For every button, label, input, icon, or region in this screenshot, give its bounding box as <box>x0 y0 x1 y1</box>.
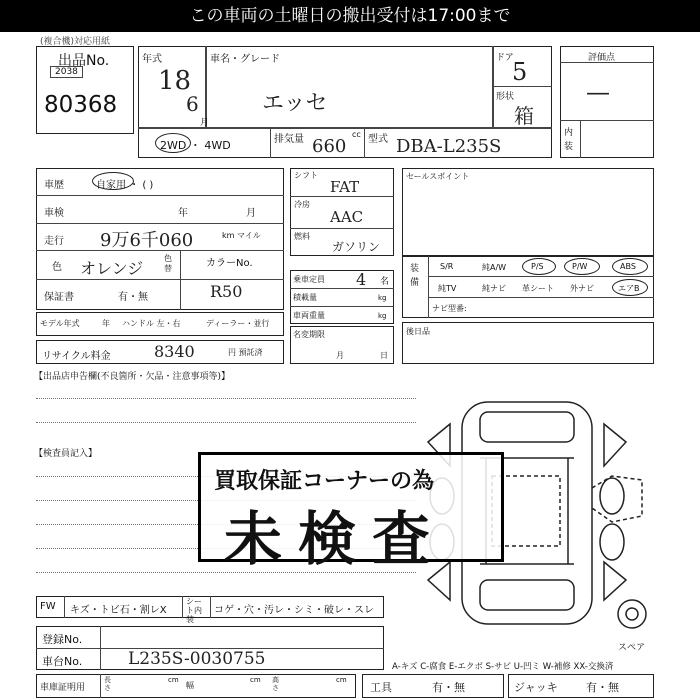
jack-label: ジャッキ <box>514 681 558 694</box>
sales-point-label: セールスポイント <box>406 172 470 181</box>
history-circle <box>92 172 134 190</box>
change-date-day: 日 <box>380 351 388 360</box>
weight-label: 車両重量 <box>293 311 325 320</box>
warranty-value: 有・無 <box>118 292 148 303</box>
doors-value: 5 <box>512 58 528 86</box>
inspection-label: 車検 <box>44 208 64 219</box>
recycle-unit: 円 預託済 <box>228 348 263 357</box>
capacity-unit: 名 <box>380 277 390 287</box>
equip-pw: P/W <box>572 262 588 271</box>
history-value: 自家用 ・ ( ) <box>96 180 154 191</box>
color-code-label: カラーNo. <box>206 258 253 269</box>
drive-circle <box>155 133 191 153</box>
back-date-label: 後日品 <box>406 327 430 336</box>
change-date-label: 名変期限 <box>293 330 325 339</box>
equip-leather: 革シート <box>522 284 554 293</box>
displacement-label: 排気量 <box>274 134 304 145</box>
weight-unit: kg <box>378 312 387 320</box>
tools-label: 工具 <box>370 681 392 694</box>
color-value: オレンジ <box>80 259 144 278</box>
garage-length-unit: cm <box>168 676 179 684</box>
chassis-value: L235S-0030755 <box>128 649 266 669</box>
model-label: 型式 <box>368 134 388 145</box>
equipment-label: 装備 <box>410 264 420 288</box>
damage-legend: A-キズ C-腐食 E-エクボ S-サビ U-凹ミ W-補修 XX-交換済 <box>392 662 614 672</box>
shape-value: 箱 <box>514 104 534 128</box>
color-code-value: R50 <box>210 282 243 301</box>
seat-value: コゲ・穴・汚レ・シミ・破レ・スレ <box>214 605 374 616</box>
equip-airbag: エアB <box>618 284 640 293</box>
lot-label: 出品No. <box>58 53 110 69</box>
mileage-unit: km マイル <box>222 231 261 240</box>
equip-abs-circle <box>612 258 648 275</box>
month-unit: 月 <box>200 118 210 128</box>
shape-label: 形状 <box>496 92 515 102</box>
registration-label: 登録No. <box>42 633 83 646</box>
rating-label: 評価点 <box>588 53 616 63</box>
recycle-value: 8340 <box>154 342 195 361</box>
history-label: 車歴 <box>44 180 64 191</box>
lot-sub: 2038 <box>50 66 83 78</box>
spare-label: スペア <box>618 643 646 653</box>
tools-value: 有・無 <box>432 681 465 694</box>
fw-value: キズ・トビ石・割レX <box>70 605 167 616</box>
stamp-line1: 買取保証コーナーの為 <box>214 469 435 494</box>
mileage-label: 走行 <box>44 236 64 247</box>
fw-label: FW <box>40 601 56 612</box>
garage-height: 高さ <box>272 676 279 692</box>
inspection-month: 月 <box>246 208 256 219</box>
displacement-unit: cc <box>352 130 361 139</box>
equip-tv: 純TV <box>438 284 457 293</box>
top-banner <box>0 0 700 32</box>
model-value: DBA-L235S <box>396 136 502 157</box>
equip-ext-navi: 外ナビ <box>570 284 594 293</box>
handle-value: ハンドル 左・右 <box>122 319 181 328</box>
fuel-label: 燃料 <box>294 232 310 241</box>
garage-width-unit: cm <box>250 676 261 684</box>
equip-ps-circle <box>522 258 556 275</box>
displacement-value: 660 <box>312 136 347 157</box>
doors-label: ドア <box>496 53 514 63</box>
inspection-year: 年 <box>178 208 188 219</box>
banner-text: この車両の土曜日の搬出受付は17:00まで <box>189 6 511 26</box>
stamp-line2: 未検査 <box>224 505 447 573</box>
capacity-label: 乗車定員 <box>293 275 325 284</box>
drive-options: 2WD ・ 4WD <box>160 139 231 152</box>
fuel-value: ガソリン <box>332 240 381 254</box>
name-label: 車名・グレード <box>210 54 280 65</box>
subheading: (複合機)対応用紙 <box>40 37 111 47</box>
model-year-label: モデル年式 <box>40 319 80 328</box>
warranty-label: 保証書 <box>44 292 74 303</box>
equip-sr: S/R <box>440 262 454 271</box>
name-value: エッセ <box>262 91 328 116</box>
color-sub: 色替 <box>164 254 172 273</box>
shift-value: FAT <box>330 178 360 196</box>
lot-number: 80368 <box>44 92 118 118</box>
load-label: 積載量 <box>293 293 317 302</box>
month-value: 6 <box>186 92 199 116</box>
equip-aw: 純A/W <box>482 263 507 272</box>
garage-length: 長さ <box>104 676 111 692</box>
year-label: 年式 <box>142 54 162 65</box>
equip-pw-circle <box>564 258 600 275</box>
garage-width: 幅 <box>186 681 194 690</box>
aircon-value: AAC <box>330 208 364 226</box>
rating-value: — <box>586 78 610 106</box>
seat-label: シート内装 <box>186 597 202 624</box>
recycle-label: リサイクル料金 <box>42 351 111 362</box>
model-year-unit: 年 <box>102 319 110 328</box>
jack-value: 有・無 <box>586 681 619 694</box>
shift-label: シフト <box>294 171 318 180</box>
navi-model-label: ナビ型番: <box>432 304 467 313</box>
change-date-month: 月 <box>336 351 344 360</box>
back-date-box <box>402 322 654 364</box>
equip-ps: P/S <box>531 262 544 271</box>
capacity-value: 4 <box>356 270 367 289</box>
year-value: 18 <box>158 66 192 96</box>
color-label: 色 <box>52 262 62 273</box>
garage-height-unit: cm <box>336 676 347 684</box>
chassis-label: 車台No. <box>42 655 83 668</box>
equip-abs: ABS <box>620 262 636 271</box>
load-unit: kg <box>378 294 387 302</box>
aircon-label: 冷房 <box>294 200 310 209</box>
notice-heading: 【出品店申告欄(不良箇所・欠品・注意事項等)】 <box>34 372 231 382</box>
dealer-value: ディーラー・並行 <box>206 319 270 328</box>
mileage-value: 9万6千060 <box>100 230 194 251</box>
equip-navi: 純ナビ <box>482 284 506 293</box>
inspector-heading: 【検査員記入】 <box>34 449 98 459</box>
interior-label: 内装 <box>564 128 574 152</box>
equip-airbag-circle <box>612 279 648 296</box>
garage-label: 車庫証明用 <box>40 683 86 693</box>
